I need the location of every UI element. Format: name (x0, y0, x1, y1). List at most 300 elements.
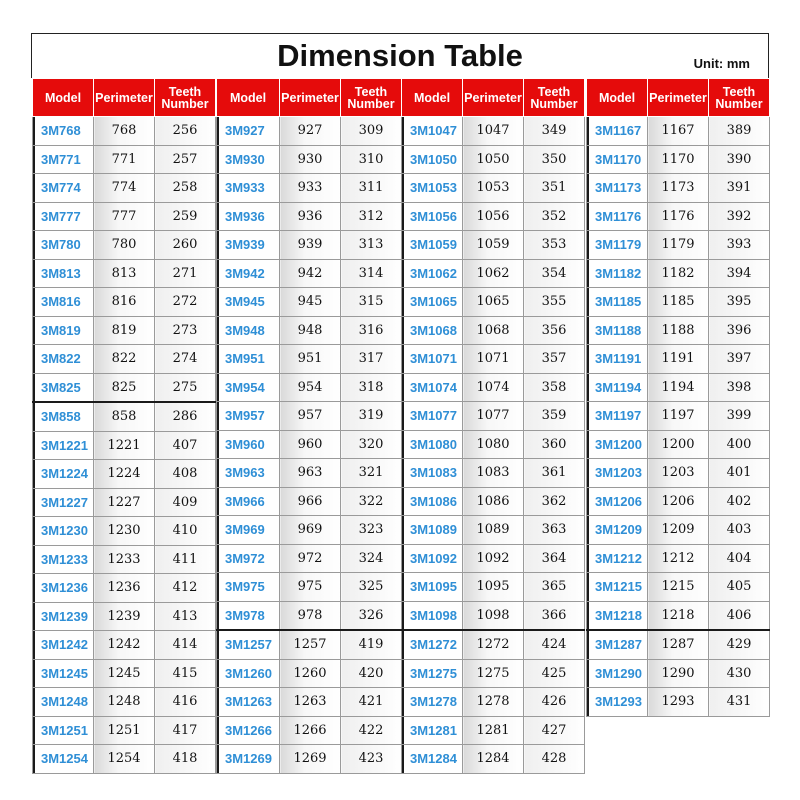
perimeter-cell: 1218 (648, 601, 709, 630)
model-cell: 3M1269 (217, 745, 280, 774)
perimeter-cell: 1086 (463, 487, 524, 516)
dimension-table-block-4 (586, 78, 770, 717)
teeth-number-cell: 420 (341, 659, 402, 688)
perimeter-cell: 1236 (94, 574, 155, 603)
teeth-number-cell: 409 (155, 488, 216, 517)
table-row (402, 459, 585, 488)
table-row (217, 716, 402, 745)
header-model: Model (33, 79, 94, 117)
model-cell: 3M966 (217, 487, 280, 516)
model-cell: 3M963 (217, 459, 280, 488)
table-row (217, 688, 402, 717)
perimeter-cell: 1083 (463, 459, 524, 488)
model-cell: 3M1089 (402, 516, 463, 545)
model-cell: 3M933 (217, 174, 280, 203)
teeth-number-cell: 411 (155, 545, 216, 574)
table-row (587, 174, 770, 203)
table-row (217, 174, 402, 203)
model-cell: 3M951 (217, 345, 280, 374)
table-row (587, 145, 770, 174)
header-teeth-line1: Teeth (168, 84, 202, 99)
table-row (33, 288, 216, 317)
table-row (402, 430, 585, 459)
table-row (217, 430, 402, 459)
table-row (217, 659, 402, 688)
perimeter-cell: 1284 (463, 745, 524, 774)
table-row (217, 459, 402, 488)
model-cell: 3M1218 (587, 601, 648, 630)
header-teeth-line2: Number (347, 96, 395, 111)
teeth-number-cell: 274 (155, 345, 216, 374)
perimeter-cell: 1197 (648, 402, 709, 431)
model-cell: 3M1053 (402, 174, 463, 203)
table-row (217, 316, 402, 345)
table-row (217, 345, 402, 374)
perimeter-cell: 1065 (463, 288, 524, 317)
model-cell: 3M1287 (587, 630, 648, 659)
table-row (217, 402, 402, 431)
table-row (33, 716, 216, 745)
perimeter-cell: 933 (280, 174, 341, 203)
table-row (217, 373, 402, 402)
table-row (33, 174, 216, 203)
model-cell: 3M945 (217, 288, 280, 317)
dimension-table-block-2 (216, 78, 402, 774)
table-row (587, 202, 770, 231)
model-cell: 3M1209 (587, 516, 648, 545)
teeth-number-cell: 424 (524, 630, 585, 659)
perimeter-cell: 1251 (94, 716, 155, 745)
teeth-number-cell: 321 (341, 459, 402, 488)
teeth-number-cell: 419 (341, 630, 402, 659)
teeth-number-cell: 413 (155, 602, 216, 631)
header-perimeter: Perimeter (94, 79, 155, 117)
perimeter-cell: 927 (280, 117, 341, 146)
teeth-number-cell: 423 (341, 745, 402, 774)
table-row (33, 202, 216, 231)
perimeter-cell: 1050 (463, 145, 524, 174)
model-cell: 3M825 (33, 373, 94, 402)
table-row (587, 373, 770, 402)
teeth-number-cell: 310 (341, 145, 402, 174)
table-row (402, 601, 585, 630)
model-cell: 3M1098 (402, 601, 463, 630)
model-cell: 3M1248 (33, 688, 94, 717)
model-cell: 3M1254 (33, 745, 94, 774)
model-cell: 3M1284 (402, 745, 463, 774)
perimeter-cell: 951 (280, 345, 341, 374)
perimeter-cell: 858 (94, 402, 155, 431)
model-cell: 3M1293 (587, 688, 648, 717)
model-cell: 3M1179 (587, 231, 648, 260)
perimeter-cell: 1062 (463, 259, 524, 288)
model-cell: 3M822 (33, 345, 94, 374)
model-cell: 3M771 (33, 145, 94, 174)
teeth-number-cell: 392 (709, 202, 770, 231)
table-row (33, 117, 216, 146)
table-row (33, 488, 216, 517)
header-teeth-line1: Teeth (722, 84, 756, 99)
model-cell: 3M936 (217, 202, 280, 231)
model-cell: 3M1086 (402, 487, 463, 516)
model-cell: 3M1050 (402, 145, 463, 174)
model-cell: 3M1257 (217, 630, 280, 659)
perimeter-cell: 822 (94, 345, 155, 374)
table-row (587, 288, 770, 317)
table-row (33, 145, 216, 174)
model-cell: 3M1242 (33, 631, 94, 660)
table-row (402, 544, 585, 573)
teeth-number-cell: 359 (524, 402, 585, 431)
model-cell: 3M1071 (402, 345, 463, 374)
teeth-number-cell: 410 (155, 517, 216, 546)
model-cell: 3M939 (217, 231, 280, 260)
model-cell: 3M942 (217, 259, 280, 288)
model-cell: 3M1080 (402, 430, 463, 459)
model-cell: 3M1092 (402, 544, 463, 573)
table-row (402, 174, 585, 203)
perimeter-cell: 1200 (648, 430, 709, 459)
perimeter-cell: 1170 (648, 145, 709, 174)
perimeter-cell: 1287 (648, 630, 709, 659)
perimeter-cell: 1275 (463, 659, 524, 688)
table-row (587, 259, 770, 288)
model-cell: 3M1203 (587, 459, 648, 488)
table-row (402, 373, 585, 402)
teeth-number-cell: 358 (524, 373, 585, 402)
table-row (587, 487, 770, 516)
perimeter-cell: 819 (94, 316, 155, 345)
perimeter-cell: 975 (280, 573, 341, 602)
model-cell: 3M978 (217, 601, 280, 630)
model-cell: 3M777 (33, 202, 94, 231)
model-cell: 3M1191 (587, 345, 648, 374)
table-row (587, 316, 770, 345)
perimeter-cell: 1260 (280, 659, 341, 688)
header-perimeter: Perimeter (280, 79, 341, 117)
model-cell: 3M954 (217, 373, 280, 402)
teeth-number-cell: 357 (524, 345, 585, 374)
perimeter-cell: 1185 (648, 288, 709, 317)
teeth-number-cell: 311 (341, 174, 402, 203)
perimeter-cell: 1089 (463, 516, 524, 545)
header-teeth-line1: Teeth (537, 84, 571, 99)
teeth-number-cell: 363 (524, 516, 585, 545)
perimeter-cell: 1221 (94, 431, 155, 460)
header-teeth-number (155, 79, 216, 117)
table-row (33, 574, 216, 603)
teeth-number-cell: 416 (155, 688, 216, 717)
teeth-number-cell: 404 (709, 544, 770, 573)
teeth-number-cell: 313 (341, 231, 402, 260)
teeth-number-cell: 354 (524, 259, 585, 288)
perimeter-cell: 1272 (463, 630, 524, 659)
perimeter-cell: 1167 (648, 117, 709, 146)
table-row (587, 117, 770, 146)
teeth-number-cell: 390 (709, 145, 770, 174)
teeth-number-cell: 391 (709, 174, 770, 203)
table-row (402, 259, 585, 288)
model-cell: 3M969 (217, 516, 280, 545)
table-row (33, 431, 216, 460)
table-row (587, 430, 770, 459)
table-row (587, 601, 770, 630)
table-row (587, 516, 770, 545)
perimeter-cell: 1098 (463, 601, 524, 630)
perimeter-cell: 1269 (280, 745, 341, 774)
teeth-number-cell: 408 (155, 460, 216, 489)
table-row (402, 716, 585, 745)
teeth-number-cell: 405 (709, 573, 770, 602)
perimeter-cell: 1227 (94, 488, 155, 517)
table-row (33, 745, 216, 774)
teeth-number-cell: 431 (709, 688, 770, 717)
teeth-number-cell: 425 (524, 659, 585, 688)
perimeter-cell: 1047 (463, 117, 524, 146)
header-perimeter: Perimeter (463, 79, 524, 117)
teeth-number-cell: 356 (524, 316, 585, 345)
header-teeth-line2: Number (161, 96, 209, 111)
perimeter-cell: 774 (94, 174, 155, 203)
teeth-number-cell: 422 (341, 716, 402, 745)
table-row (33, 231, 216, 260)
table-row (33, 545, 216, 574)
teeth-number-cell: 352 (524, 202, 585, 231)
teeth-number-cell: 415 (155, 659, 216, 688)
model-cell: 3M1227 (33, 488, 94, 517)
teeth-number-cell: 360 (524, 430, 585, 459)
teeth-number-cell: 401 (709, 459, 770, 488)
teeth-number-cell: 402 (709, 487, 770, 516)
model-cell: 3M1074 (402, 373, 463, 402)
model-cell: 3M1224 (33, 460, 94, 489)
table-row (402, 117, 585, 146)
teeth-number-cell: 271 (155, 259, 216, 288)
table-row (402, 659, 585, 688)
teeth-number-cell: 365 (524, 573, 585, 602)
model-cell: 3M1212 (587, 544, 648, 573)
teeth-number-cell: 355 (524, 288, 585, 317)
model-cell: 3M768 (33, 117, 94, 146)
teeth-number-cell: 426 (524, 688, 585, 717)
table-row (402, 688, 585, 717)
teeth-number-cell: 393 (709, 231, 770, 260)
perimeter-cell: 963 (280, 459, 341, 488)
header-teeth-number (341, 79, 402, 117)
teeth-number-cell: 418 (155, 745, 216, 774)
table-row (587, 688, 770, 717)
perimeter-cell: 1179 (648, 231, 709, 260)
teeth-number-cell: 362 (524, 487, 585, 516)
table-row (33, 316, 216, 345)
header-teeth-line2: Number (715, 96, 763, 111)
table-row (402, 402, 585, 431)
table-row (402, 745, 585, 774)
table-header-row (217, 79, 402, 117)
perimeter-cell: 1056 (463, 202, 524, 231)
table-row (33, 688, 216, 717)
model-cell: 3M1185 (587, 288, 648, 317)
perimeter-cell: 930 (280, 145, 341, 174)
perimeter-cell: 1074 (463, 373, 524, 402)
perimeter-cell: 1176 (648, 202, 709, 231)
model-cell: 3M1233 (33, 545, 94, 574)
table-row (587, 402, 770, 431)
perimeter-cell: 1203 (648, 459, 709, 488)
model-cell: 3M780 (33, 231, 94, 260)
perimeter-cell: 1278 (463, 688, 524, 717)
perimeter-cell: 771 (94, 145, 155, 174)
table-row (402, 573, 585, 602)
model-cell: 3M1236 (33, 574, 94, 603)
perimeter-cell: 1068 (463, 316, 524, 345)
perimeter-cell: 1242 (94, 631, 155, 660)
header-teeth-number (524, 79, 585, 117)
table-row (587, 459, 770, 488)
table-row (33, 402, 216, 431)
teeth-number-cell: 315 (341, 288, 402, 317)
perimeter-cell: 948 (280, 316, 341, 345)
perimeter-cell: 972 (280, 544, 341, 573)
model-cell: 3M1215 (587, 573, 648, 602)
perimeter-cell: 1212 (648, 544, 709, 573)
model-cell: 3M1083 (402, 459, 463, 488)
teeth-number-cell: 309 (341, 117, 402, 146)
table-row (402, 202, 585, 231)
perimeter-cell: 960 (280, 430, 341, 459)
perimeter-cell: 1224 (94, 460, 155, 489)
table-row (587, 544, 770, 573)
model-cell: 3M1245 (33, 659, 94, 688)
model-cell: 3M858 (33, 402, 94, 431)
table-row (33, 460, 216, 489)
teeth-number-cell: 273 (155, 316, 216, 345)
perimeter-cell: 1071 (463, 345, 524, 374)
perimeter-cell: 942 (280, 259, 341, 288)
teeth-number-cell: 350 (524, 145, 585, 174)
teeth-number-cell: 258 (155, 174, 216, 203)
teeth-number-cell: 398 (709, 373, 770, 402)
perimeter-cell: 1053 (463, 174, 524, 203)
teeth-number-cell: 351 (524, 174, 585, 203)
perimeter-cell: 813 (94, 259, 155, 288)
teeth-number-cell: 275 (155, 373, 216, 402)
perimeter-cell: 1293 (648, 688, 709, 717)
table-row (402, 231, 585, 260)
table-row (217, 288, 402, 317)
model-cell: 3M774 (33, 174, 94, 203)
perimeter-cell: 1191 (648, 345, 709, 374)
table-row (402, 288, 585, 317)
model-cell: 3M1272 (402, 630, 463, 659)
model-cell: 3M1206 (587, 487, 648, 516)
table-header-row (587, 79, 770, 117)
header-model: Model (217, 79, 280, 117)
model-cell: 3M957 (217, 402, 280, 431)
table-row (402, 487, 585, 516)
table-row (587, 231, 770, 260)
perimeter-cell: 1095 (463, 573, 524, 602)
teeth-number-cell: 403 (709, 516, 770, 545)
model-cell: 3M948 (217, 316, 280, 345)
model-cell: 3M1260 (217, 659, 280, 688)
table-row (217, 259, 402, 288)
table-row (587, 573, 770, 602)
table-row (217, 544, 402, 573)
model-cell: 3M816 (33, 288, 94, 317)
dimension-table-block-3 (401, 78, 585, 774)
teeth-number-cell: 286 (155, 402, 216, 431)
teeth-number-cell: 259 (155, 202, 216, 231)
table-row (217, 573, 402, 602)
perimeter-cell: 1206 (648, 487, 709, 516)
teeth-number-cell: 366 (524, 601, 585, 630)
model-cell: 3M819 (33, 316, 94, 345)
perimeter-cell: 1059 (463, 231, 524, 260)
teeth-number-cell: 314 (341, 259, 402, 288)
table-row (217, 487, 402, 516)
perimeter-cell: 1194 (648, 373, 709, 402)
model-cell: 3M960 (217, 430, 280, 459)
table-row (587, 630, 770, 659)
perimeter-cell: 1281 (463, 716, 524, 745)
header-teeth-number (709, 79, 770, 117)
model-cell: 3M1059 (402, 231, 463, 260)
teeth-number-cell: 325 (341, 573, 402, 602)
model-cell: 3M1176 (587, 202, 648, 231)
teeth-number-cell: 421 (341, 688, 402, 717)
header-perimeter: Perimeter (648, 79, 709, 117)
model-cell: 3M1188 (587, 316, 648, 345)
perimeter-cell: 945 (280, 288, 341, 317)
teeth-number-cell: 324 (341, 544, 402, 573)
perimeter-cell: 1188 (648, 316, 709, 345)
model-cell: 3M1170 (587, 145, 648, 174)
table-row (217, 601, 402, 630)
model-cell: 3M1056 (402, 202, 463, 231)
model-cell: 3M1047 (402, 117, 463, 146)
perimeter-cell: 1080 (463, 430, 524, 459)
teeth-number-cell: 312 (341, 202, 402, 231)
model-cell: 3M1062 (402, 259, 463, 288)
model-cell: 3M975 (217, 573, 280, 602)
table-row (33, 631, 216, 660)
perimeter-cell: 1092 (463, 544, 524, 573)
table-header-row (402, 79, 585, 117)
table-row (217, 202, 402, 231)
model-cell: 3M1251 (33, 716, 94, 745)
teeth-number-cell: 397 (709, 345, 770, 374)
dimension-table-block-1 (32, 78, 216, 774)
table-header-row (33, 79, 216, 117)
page-title: Dimension Table (277, 38, 523, 73)
table-row (33, 517, 216, 546)
perimeter-cell: 978 (280, 601, 341, 630)
teeth-number-cell: 319 (341, 402, 402, 431)
model-cell: 3M1194 (587, 373, 648, 402)
perimeter-cell: 957 (280, 402, 341, 431)
header-teeth-line2: Number (530, 96, 578, 111)
teeth-number-cell: 260 (155, 231, 216, 260)
unit-label: Unit: mm (693, 56, 750, 71)
teeth-number-cell: 417 (155, 716, 216, 745)
teeth-number-cell: 320 (341, 430, 402, 459)
model-cell: 3M1095 (402, 573, 463, 602)
model-cell: 3M1266 (217, 716, 280, 745)
table-row (402, 145, 585, 174)
table-row (217, 630, 402, 659)
table-row (217, 117, 402, 146)
